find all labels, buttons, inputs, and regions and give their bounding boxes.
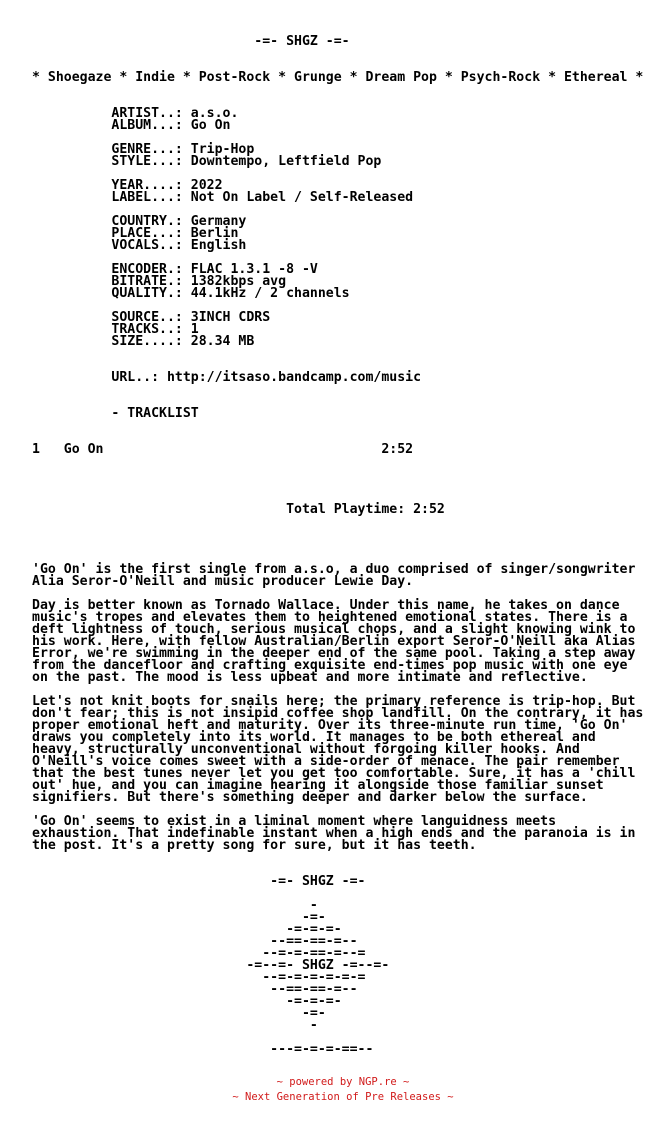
ngp-tagline-footer: ~ Next Generation of Pre Releases ~ [232,1091,454,1103]
powered-by-footer: ~ powered by NGP.re ~ [276,1076,410,1088]
nfo-text: -=- SHGZ -=- * Shoegaze * Indie * Post-Rock * Grunge * Dream Pop * Psych-Rock * Ethereal * ARTIST..: a.s.o. ALBUM...: Go On GENRE...: Trip-Hop STYLE...: Downtempo, Leftfield Pop YEAR....: 2022 LABEL...: Not On Label / Self-Released COUNTRY.: Germany PLACE...: Berlin VOCALS..: English ENCODER.: FLAC 1.3.1 -8 -V BITRATE.: 1382kbps avg QUALITY.: 44.1kHz / 2 channels SOURCE..: 3INCH CDRS TRACKS..: 1 SIZE....: 28.34 MB URL..: http://itsaso.bandcamp.com/music - TRACKLIST 1 Go On 2:52 Total Playtime: 2:52 'Go On' is the first single from a.s.o, a duo comprised of singer/songwriter Alia Seror-O'Neill and music producer Lewie Day. Day is better known as Tornado Wallace. Under this name, he takes on dance music's tropes and elevates them to heightened emotional states. There is a deft lightness of touch, serious musical chops, and a slight knowing wink to his work. Here, with fellow Australian/Berlin export Seror-O'Neill aka Alias Error, we're swimming in the deeper end of the same pool. Taking a step away from the dancefloor and crafting exquisite end-times pop music with one eye on the past. The mood is less upbeat and more intimate and reflective. Let's not knit boots for snails here; the primary reference is trip-hop. But don't fear; this is not insipid coffee shop landfill. On the contrary, it has proper emotional heft and maturity. Over its three-minute run time, 'Go On' draws you completely into its world. It manages to be both ethereal and heavy, structurally unconventional without forgoing killer hooks. And O'Neill's voice comes sweet with a side-order of menace. The pair remember that the best tunes never let you get too comfortable. Sure, it has a 'chill out' hue, and you can imagine hearing it alongside those familiar sunset signifiers. But there's something deeper and darker below the surface. 'Go On' seems to exist in a liminal moment where languidness meets exhaustion. That indefinable instant when a high ends and the paranoia is in the post. It's a pretty song for sure, but it has teeth. -=- SHGZ -=- - -=- -=-=-=- --==-==-=-- --=-=-==-=--= -=--=- SHGZ -=--=- --=-=-=-=-=-= --==-==-=-- -=-=-=- -=- - ---=-=-=-==-- [32,34,644,1057]
